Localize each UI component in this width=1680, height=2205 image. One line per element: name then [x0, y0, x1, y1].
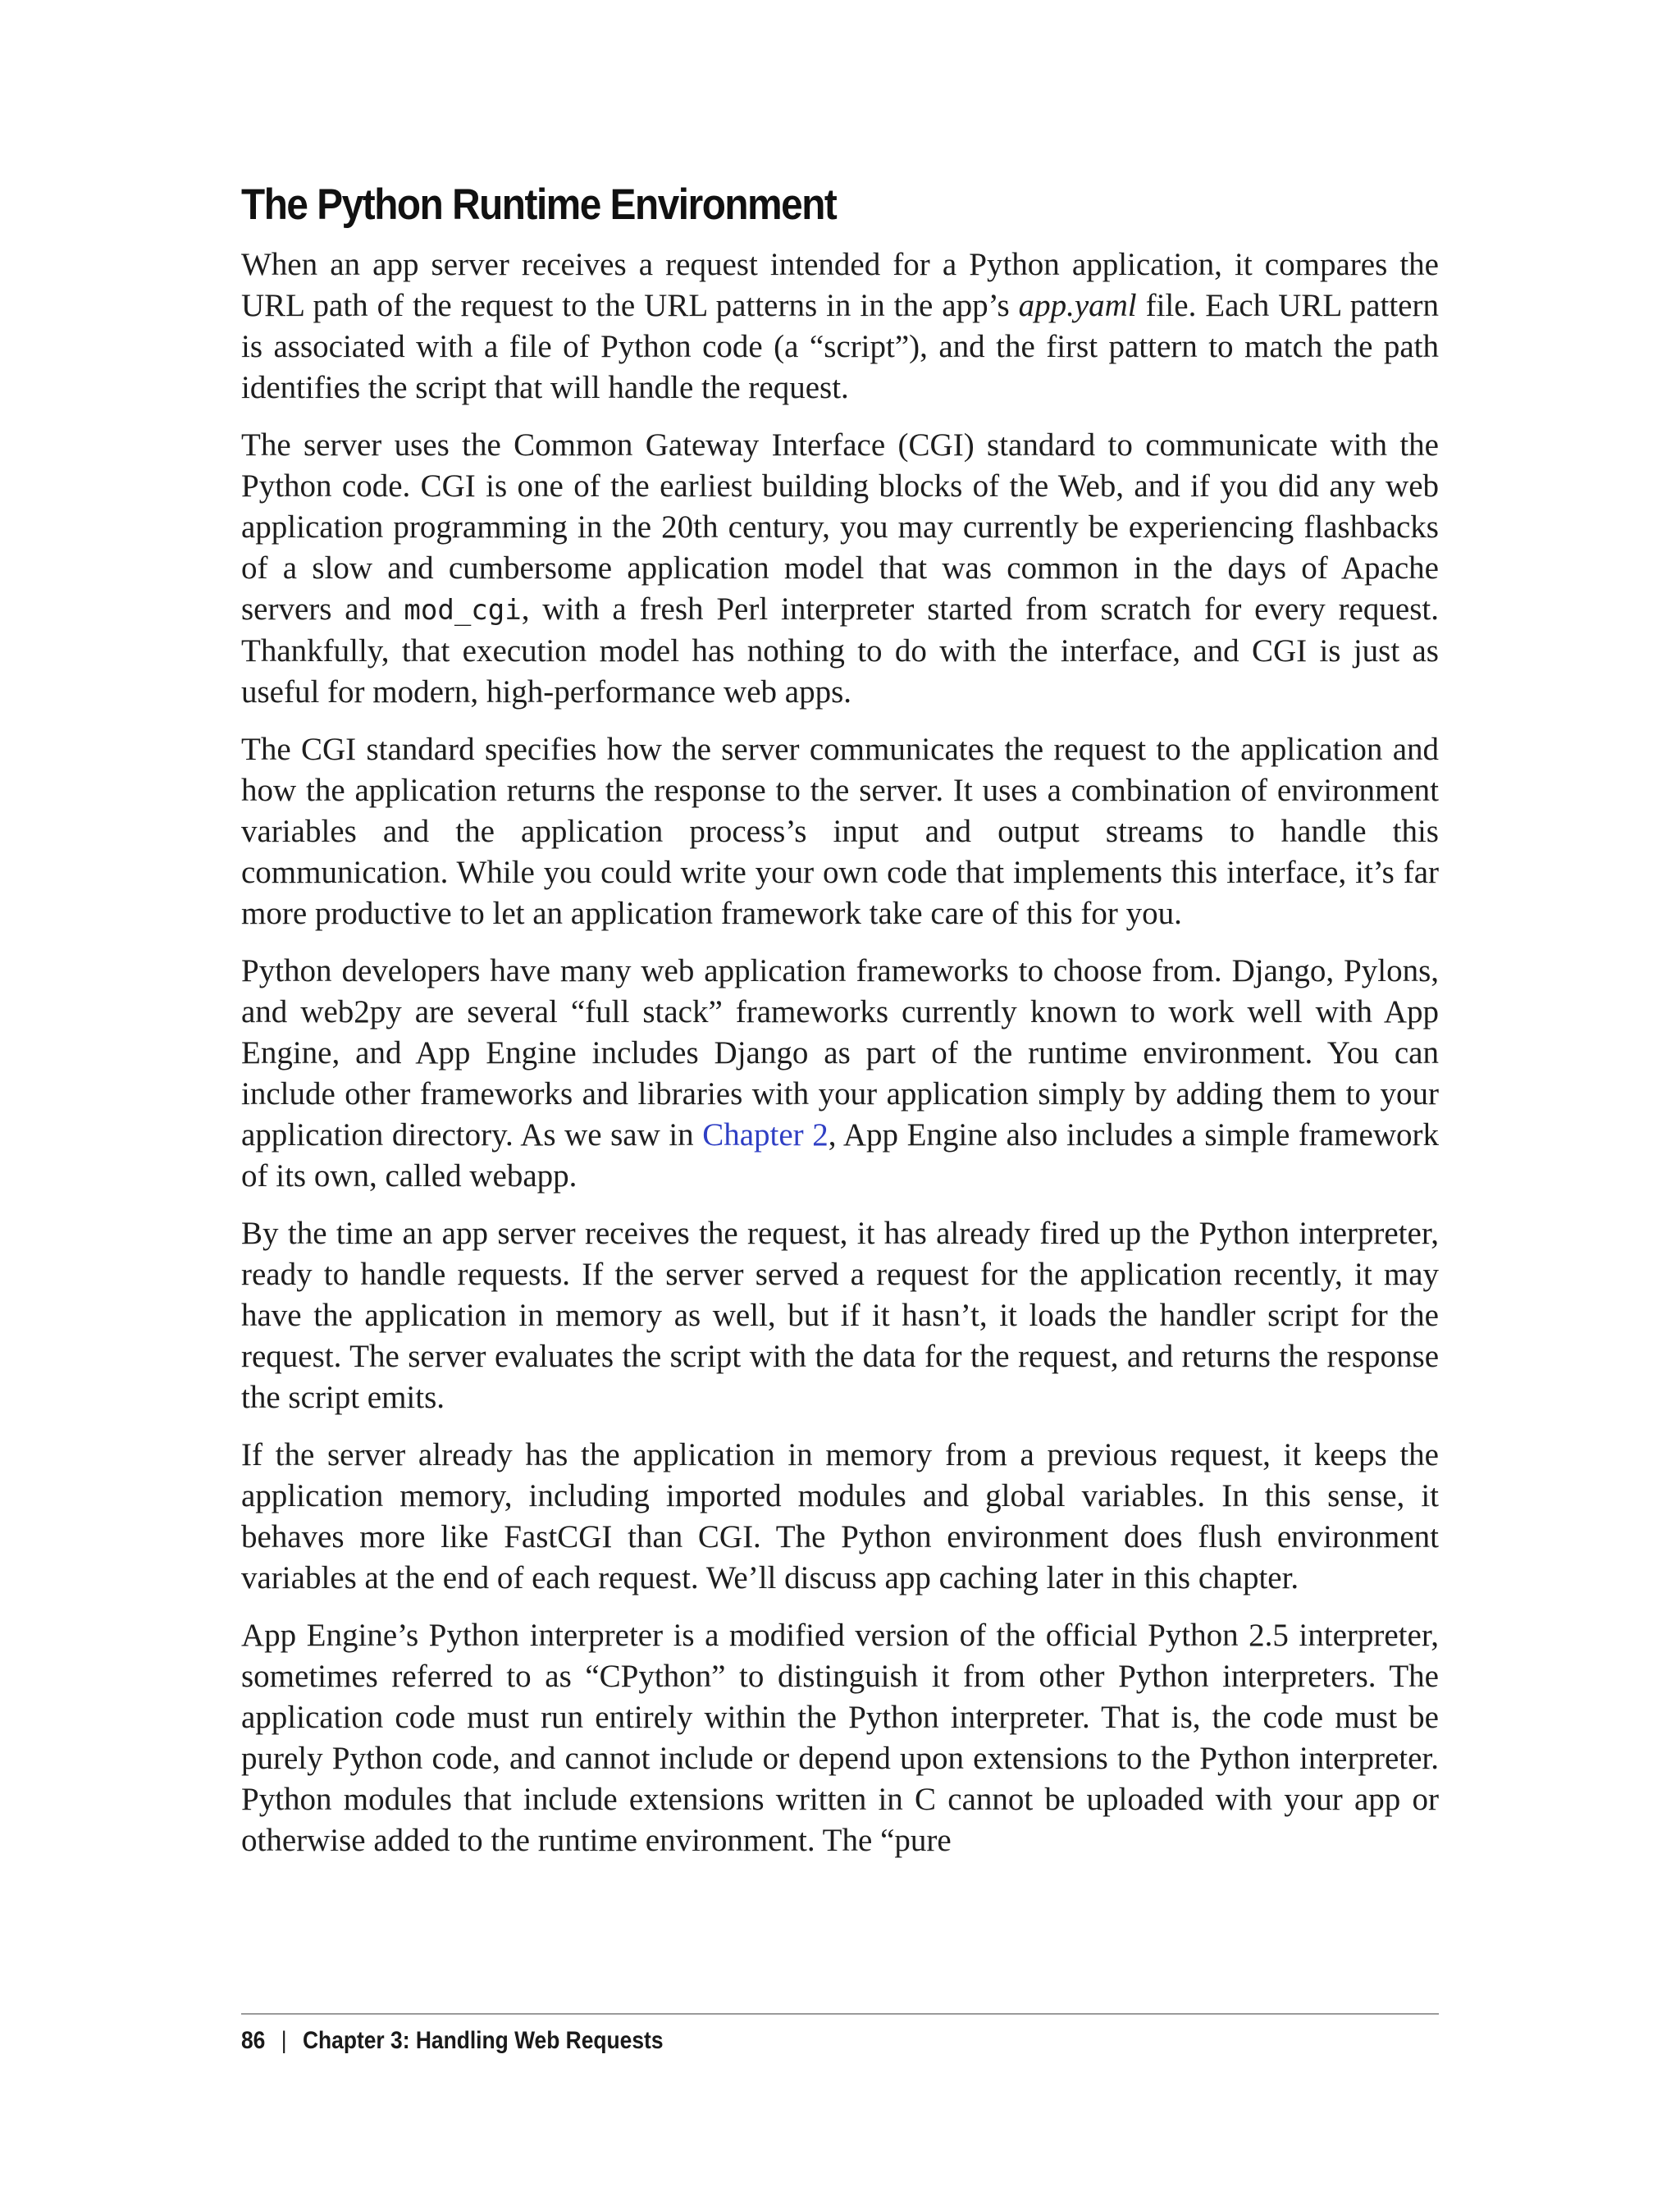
page-footer [241, 2023, 664, 2059]
paragraph-5: By the time an app server receives the request, it has already fired up the Python interpreter, ready to handle requests. If the server served a request for the application recently, it may have the application in memory as well, but if it hasn’t, it loads the handler script for the request. The server evaluates the script with the data for the request, and returns the response the script emits. [241, 1216, 1439, 1415]
page-content [241, 180, 1439, 1861]
paragraph-6: If the server already has the application in memory from a previous request, it keeps the application memory, including imported modules and global variables. In this sense, it behaves more like FastCGI than CGI. The Python environment does flush environment variables at the end of each request. We’ll discuss app caching later in this chapter. [241, 1437, 1439, 1596]
footer-separator: | [281, 2027, 287, 2054]
paragraph-2 [241, 425, 1439, 713]
chapter-2-link[interactable]: Chapter 2 [702, 1117, 829, 1153]
paragraph-2-text-a: The server uses the Common Gateway Interface (CGI) standard to communicate with the Python code. CGI is one of the earliest building blocks of the Web, and if you did any web application programming in the 20th century, you may currently be experiencing flashbacks of a slow and cumbersome application model that was common in the days of Apache servers and [241, 427, 1439, 627]
paragraph-1-text-c: file. Each URL pattern is associated with a file of Python code (a “script”), and the first pattern to match the path identifies the script that will handle the request. [241, 288, 1439, 405]
paragraph-4-text-a: Python developers have many web application frameworks to choose from. Django, Pylons, and web2py are several “full stack” frameworks currently known to work well with App Engine, and App Engine includes Django as part of the runtime environment. You can include other frameworks and libraries with your application simply by adding them to your application directory. As we saw in [241, 953, 1439, 1153]
footer-chapter-title: Chapter 3: Handling Web Requests [302, 2027, 664, 2054]
paragraph-1 [241, 244, 1439, 409]
page-number: 86 [241, 2027, 266, 2054]
footer-divider [241, 2013, 1439, 2015]
body-text [241, 244, 1439, 1861]
app-yaml-filename: app.yaml [1018, 288, 1137, 323]
paragraph-3: The CGI standard specifies how the server communicates the request to the application and how the application returns the response to the server. It uses a combination of environment variables and the application process’s input and output streams to handle this communication. While you could write your own code that implements this interface, it’s far more productive to let an application framework take care of this for you. [241, 732, 1439, 931]
paragraph-4-text-c: , App Engine also includes a simple framework of its own, called webapp. [241, 1117, 1439, 1194]
mod-cgi-code: mod_cgi [404, 594, 522, 627]
paragraph-7: App Engine’s Python interpreter is a modified version of the official Python 2.5 interpreter, sometimes referred to as “CPython” to distinguish it from other Python interpreters. The application code must run entirely within the Python interpreter. That is, the code must be purely Python code, and cannot include or depend upon extensions to the Python interpreter. Python modules that include extensions written in C cannot be uploaded with your app or otherwise added to the runtime environment. The “pure [241, 1618, 1439, 1858]
paragraph-2-text-c: , with a fresh Perl interpreter started from scratch for every request. Thankfully, that execution model has nothing to do with the interface, and CGI is just as useful for modern, high-performance web apps. [241, 591, 1439, 710]
paragraph-4 [241, 951, 1439, 1197]
section-title: The Python Runtime Environment [241, 180, 837, 229]
paragraph-1-text-a: When an app server receives a request intended for a Python application, it compares the URL path of the request to the URL patterns in in the app’s [241, 247, 1439, 323]
